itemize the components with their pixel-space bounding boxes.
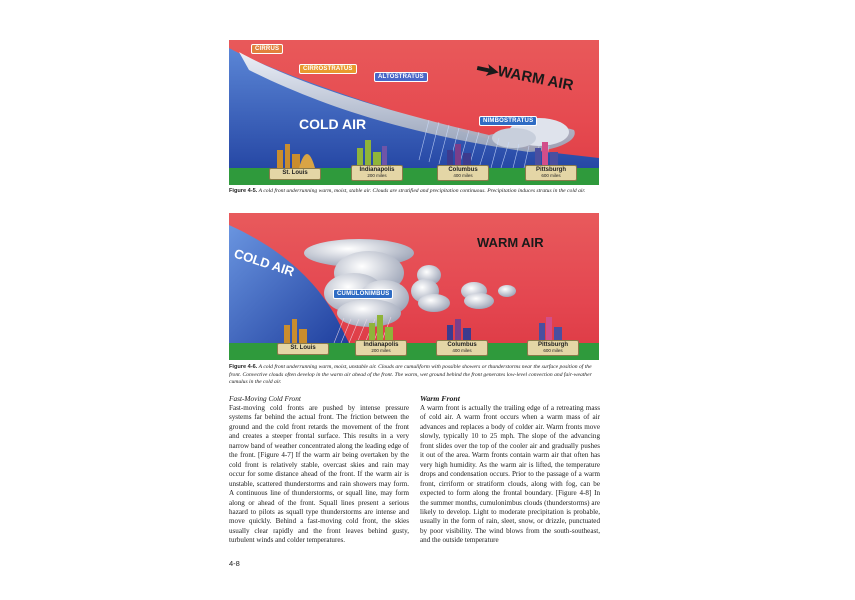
city-name: Columbus [448, 167, 478, 173]
city-plate-columbus [437, 165, 489, 181]
figure-4-6-caption [229, 364, 599, 387]
figure-4-5-caption [229, 188, 599, 196]
figure-4-5-drawing [229, 40, 599, 185]
city-distance: 400 miles [452, 348, 472, 353]
city-plate-columbus [436, 340, 488, 356]
cirrus-label: CIRRUS [251, 44, 283, 54]
convective-clouds [411, 265, 516, 312]
city-plate-indianapolis [351, 165, 403, 181]
city-name: Columbus [447, 342, 477, 348]
city-name: Indianapolis [363, 342, 399, 348]
nimbostratus-label: NIMBOSTRATUS [479, 116, 537, 126]
caption-text: A cold front underrunning warm, moist, unstable air. Clouds are cumuliform with possible showers or thunderstorms near the surface position of the front. Convective clouds often develop in the warm air ahead of the front. The warm, wet ground behind the front generates low-level convection and fair-weather cumulus in the cold air. [229, 364, 592, 386]
city-plate-st-louis [277, 343, 329, 355]
figure-4-5-illustration [229, 40, 599, 185]
figure-4-6-illustration [229, 213, 599, 360]
right-text-column [420, 394, 600, 546]
city-name: Pittsburgh [538, 342, 568, 348]
page-number: 4-8 [229, 559, 240, 568]
warm-air-label: WARM AIR [496, 62, 575, 95]
paragraph-warm-front: A warm front is actually the trailing edge of a retreating mass of cold air. A warm front occurs when a warm mass of air advances and replaces a body of colder air. Warm fronts move slowly, typically 10 to 25 mph. The slope of the advancing front slides over the top of the cooler air and gradually pushes it out of the area. Warm fronts contain warm air that often has very high humidity. As the warm air is lifted, the temperature drops and condensation occurs. Prior to the passage of a warm front, cirriform or stratiform clouds, along with fog, can be expected to form along the frontal boundary. [Figure 4-8] In the summer months, cumulonimbus clouds (thunderstorms) are likely to develop. Light to moderate precipitation is probable, usually in the form of rain, sleet, snow, or drizzle, punctuated by poor visibility. The wind blows from the south-southeast, and the outside temperature [420, 404, 600, 545]
caption-figure-label: Figure 4-5. [229, 188, 258, 194]
paragraph-fast-moving-cold-front: Fast-moving cold fronts are pushed by intense pressure systems far behind the actual front. The friction between the ground and the cold front retards the movement of the front and creates a steeper frontal surface. This results in a very narrow band of weather concentrated along the leading edge of the front. [Figure 4-7] If the warm air being overtaken by the cold front is relatively stable, overcast skies and rain may occur for some distance ahead of the front. If the warm air is unstable, scattered thunderstorms and rain showers may form. A continuous line of thunderstorms, or squall line, may form along or ahead of the front. Squall lines present a serious hazard to pilots as squall type thunderstorms are intense and move quickly. Behind a fast-moving cold front, the skies usually clear rapidly and the front leaves behind gusty, turbulent winds and colder temperatures. [229, 404, 409, 545]
caption-figure-label: Figure 4-6. [229, 364, 258, 370]
cold-air-label: COLD AIR [232, 245, 297, 280]
city-distance: 400 miles [453, 173, 473, 178]
caption-text: A cold front underrunning warm, moist, stable air. Clouds are stratified and precipitation continuous. Precipitation induces stratus in the cold air. [258, 188, 586, 194]
section-heading-fast-moving-cold-front: Fast-Moving Cold Front [229, 394, 301, 403]
city-plate-pittsburgh [525, 165, 577, 181]
altostratus-label: ALTOSTRATUS [374, 72, 428, 82]
city-name: St. Louis [290, 345, 316, 351]
city-plate-st-louis [269, 168, 321, 180]
cold-air-label: COLD AIR [299, 116, 367, 132]
city-plate-indianapolis [355, 340, 407, 356]
city-name: St. Louis [282, 170, 308, 176]
section-heading-warm-front: Warm Front [420, 394, 460, 403]
city-distance: 200 miles [371, 348, 391, 353]
warm-air-label: WARM AIR [477, 235, 544, 250]
cirrostratus-label: CIRROSTRATUS [299, 64, 357, 74]
city-name: Indianapolis [359, 167, 395, 173]
left-text-column [229, 394, 409, 546]
city-name: Pittsburgh [536, 167, 566, 173]
city-distance: 600 miles [541, 173, 561, 178]
city-distance: 200 miles [367, 173, 387, 178]
cumulonimbus-label: CUMULONIMBUS [333, 289, 393, 299]
city-distance: 600 miles [543, 348, 563, 353]
city-plate-pittsburgh [527, 340, 579, 356]
